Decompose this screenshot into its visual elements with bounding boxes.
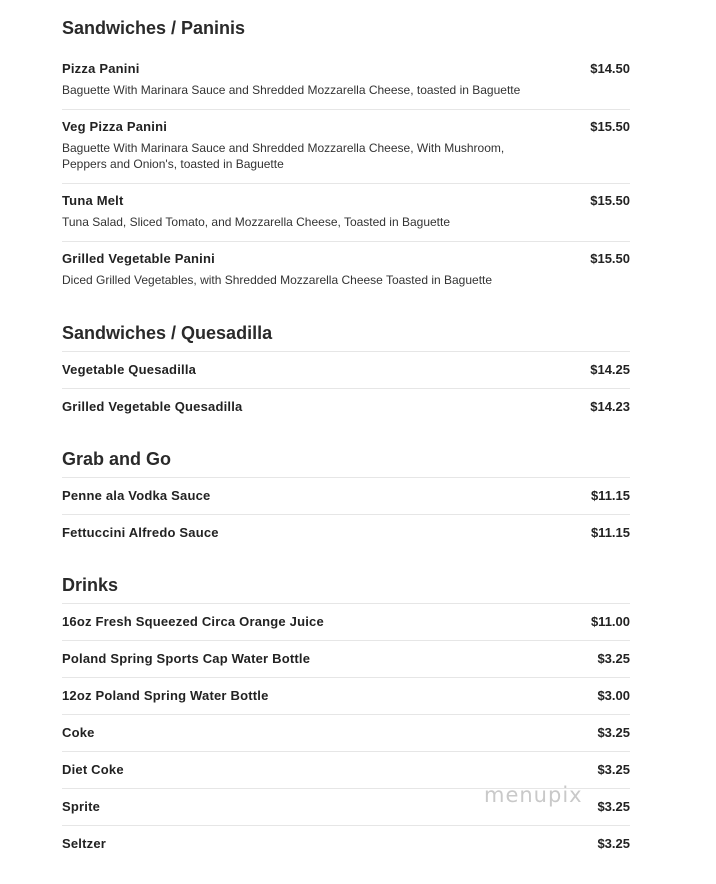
item-description: Tuna Salad, Sliced Tomato, and Mozzarella Cheese, Toasted in Baguette xyxy=(62,215,451,229)
item-name: Grilled Vegetable Panini xyxy=(62,251,215,266)
item-name: Poland Spring Sports Cap Water Bottle xyxy=(62,651,311,666)
watermark-logo: menupix xyxy=(484,783,583,807)
item-name: Veg Pizza Panini xyxy=(62,119,168,134)
menu-item xyxy=(62,714,630,751)
item-name: Grilled Vegetable Quesadilla xyxy=(62,399,243,414)
item-description: Baguette With Marinara Sauce and Shredded Mozzarella Cheese, With Mushroom, Peppers and Onion's, toasted in Baguette xyxy=(62,141,505,171)
section-title: Sandwiches / Paninis xyxy=(62,18,246,38)
menu-item xyxy=(62,352,630,388)
section-grab-and-go xyxy=(62,447,630,551)
menu-item xyxy=(62,52,630,109)
item-name: Pizza Panini xyxy=(62,61,140,76)
item-description: Diced Grilled Vegetables, with Shredded Mozzarella Cheese Toasted in Baguette xyxy=(62,273,493,287)
section-title: Sandwiches / Quesadilla xyxy=(62,323,273,343)
item-price: $11.15 xyxy=(590,488,630,503)
item-name: Fettuccini Alfredo Sauce xyxy=(62,525,219,540)
item-price: $3.25 xyxy=(597,762,630,777)
item-price: $14.23 xyxy=(590,399,630,414)
menu-item xyxy=(62,514,630,551)
menu-item xyxy=(62,109,630,183)
item-description: Baguette With Marinara Sauce and Shredded Mozzarella Cheese, toasted in Baguette xyxy=(62,83,521,97)
item-price: $3.25 xyxy=(597,651,630,666)
item-price: $3.25 xyxy=(597,799,630,814)
item-price: $15.50 xyxy=(590,251,630,266)
item-name: Penne ala Vodka Sauce xyxy=(62,488,211,503)
item-name: Tuna Melt xyxy=(62,193,124,208)
item-name: Vegetable Quesadilla xyxy=(62,362,197,377)
menu-item xyxy=(62,241,630,299)
menu-item xyxy=(62,478,630,514)
menu-item xyxy=(62,640,630,677)
menu xyxy=(62,16,630,884)
menu-item xyxy=(62,388,630,425)
item-price: $11.00 xyxy=(590,614,630,629)
section-title: Grab and Go xyxy=(62,449,172,469)
item-price: $15.50 xyxy=(590,119,630,134)
item-name: Sprite xyxy=(62,799,101,814)
menu-item xyxy=(62,183,630,241)
item-name: Diet Coke xyxy=(62,762,124,777)
item-price: $14.25 xyxy=(590,362,630,377)
menu-item xyxy=(62,825,630,862)
item-price: $11.15 xyxy=(590,525,630,540)
item-price: $3.25 xyxy=(597,725,630,740)
item-price: $3.00 xyxy=(597,688,630,703)
item-name: 16oz Fresh Squeezed Circa Orange Juice xyxy=(62,614,324,629)
section-sandwiches-paninis xyxy=(62,16,630,299)
item-name: 12oz Poland Spring Water Bottle xyxy=(62,688,269,703)
section-title: Drinks xyxy=(62,575,119,595)
item-price: $14.50 xyxy=(590,61,630,76)
section-sandwiches-quesadilla xyxy=(62,321,630,425)
menu-item xyxy=(62,677,630,714)
menu-item xyxy=(62,604,630,640)
item-price: $15.50 xyxy=(590,193,630,208)
section-drinks xyxy=(62,573,630,862)
item-price: $3.25 xyxy=(597,836,630,851)
item-name: Coke xyxy=(62,725,95,740)
item-name: Seltzer xyxy=(62,836,107,851)
